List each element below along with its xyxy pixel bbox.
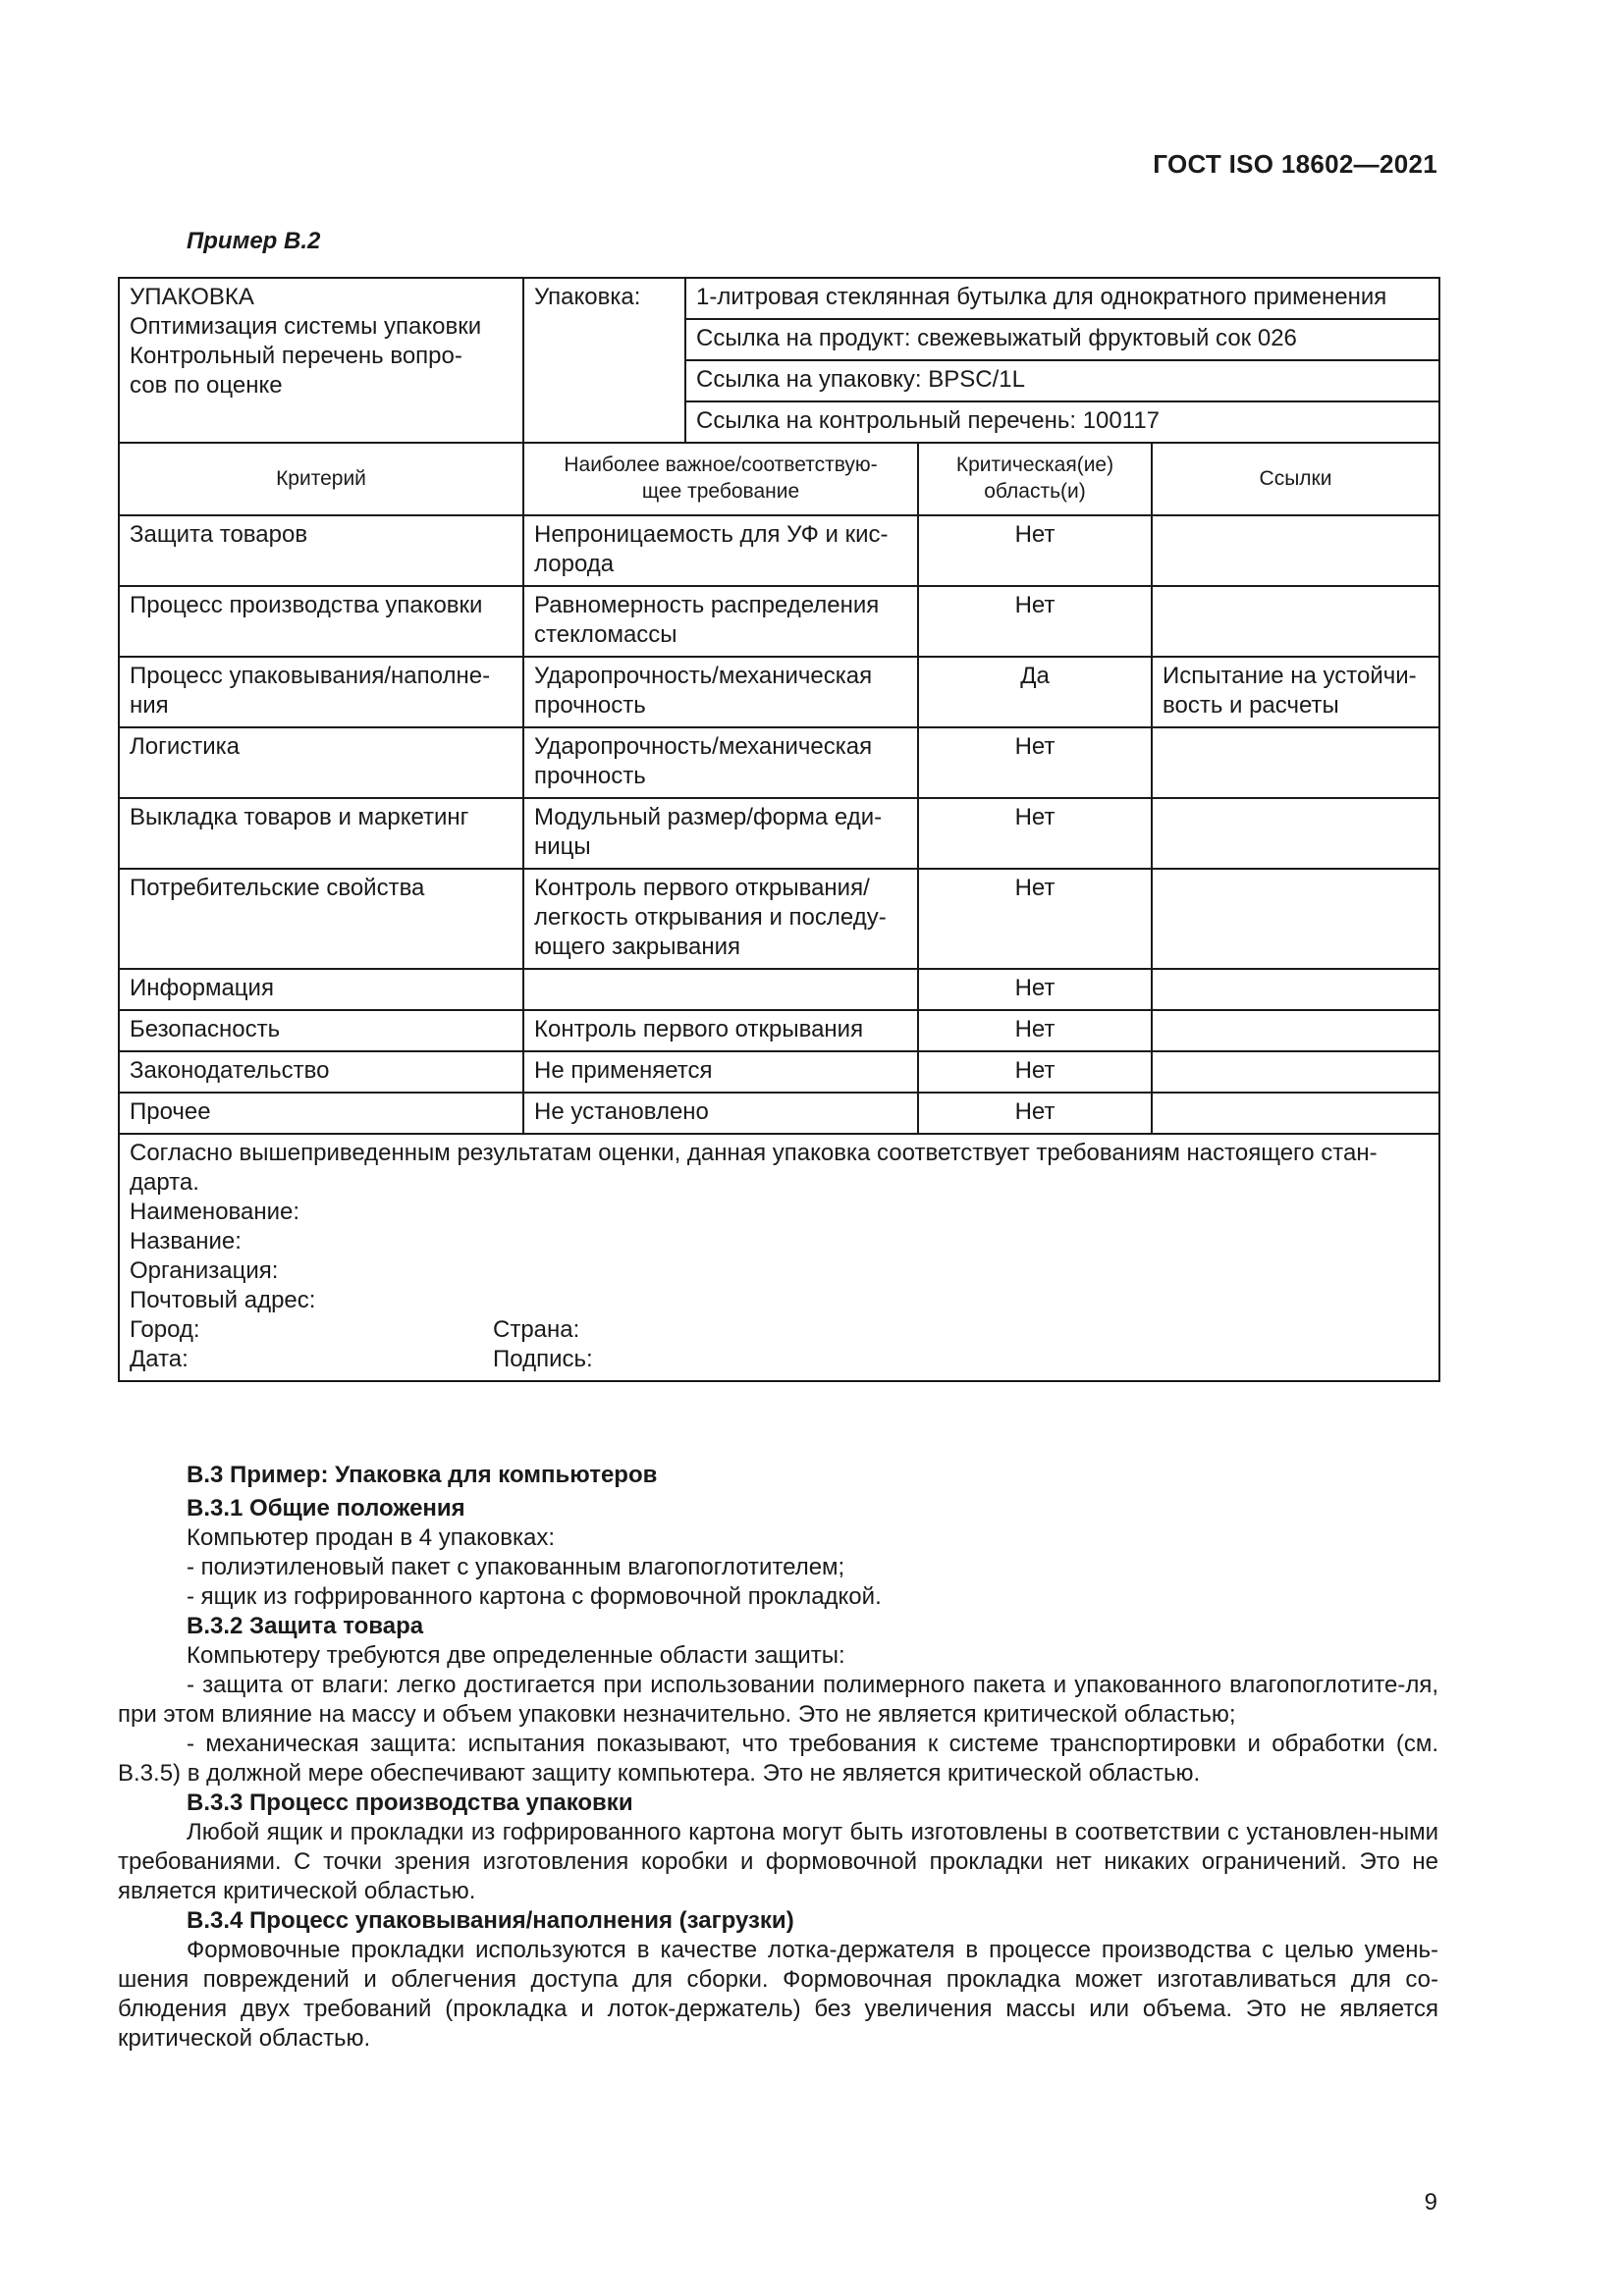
requirement-cell — [523, 969, 918, 1010]
packaging-title: УПАКОВКА — [130, 284, 254, 310]
table-row — [119, 1051, 1439, 1093]
section-heading-b3: В.3 Пример: Упаковка для компьютеров — [187, 1462, 658, 1488]
requirement-cell: Ударопрочность/механическая прочность — [523, 657, 918, 727]
column-header-references: Ссылки — [1152, 443, 1439, 515]
references-cell — [1152, 1093, 1439, 1134]
references-cell — [1152, 1010, 1439, 1051]
table-row — [119, 1093, 1439, 1134]
section-heading-b33: В.3.3 Процесс производства упаковки — [187, 1789, 633, 1816]
product-reference: Ссылка на продукт: свежевыжатый фруктовый сок 026 — [685, 319, 1439, 360]
example-title: Пример В.2 — [187, 228, 321, 254]
field-title: Название: — [130, 1228, 242, 1255]
requirement-cell: Модульный размер/форма еди-ницы — [523, 798, 918, 869]
critical-area-cell: Нет — [918, 869, 1152, 969]
table-row — [119, 798, 1439, 869]
paragraph: Формовочные прокладки используются в качестве лотка-держателя в процессе производства с целью умень-шения повреждений и облегчения доступа для сборки. Формовочная прокладка может изготавливаться для со-блюдения двух требований (прокладка и лоток-держатель) без увеличения массы или объема. Это не является критической областью. — [118, 1937, 1438, 2052]
assessment-checklist-table — [118, 277, 1440, 1382]
table-row — [119, 657, 1439, 727]
criterion-cell: Законодательство — [119, 1051, 523, 1093]
standard-code: ГОСТ ISO 18602—2021 — [1153, 149, 1437, 179]
paragraph: Компьютеру требуются две определенные области защиты: — [187, 1642, 845, 1669]
section-heading-b32: В.3.2 Защита товара — [187, 1613, 424, 1639]
table-row — [119, 869, 1439, 969]
critical-area-cell: Нет — [918, 515, 1152, 586]
requirement-cell: Не установлено — [523, 1093, 918, 1134]
critical-area-cell: Нет — [918, 1093, 1152, 1134]
references-cell — [1152, 727, 1439, 798]
summary-row — [119, 1134, 1439, 1381]
table-row — [119, 515, 1439, 586]
critical-area-cell: Нет — [918, 798, 1152, 869]
checklist-reference: Ссылка на контрольный перечень: 100117 — [685, 401, 1439, 443]
table-row — [119, 1010, 1439, 1051]
references-cell: Испытание на устойчи-вость и расчеты — [1152, 657, 1439, 727]
critical-area-cell: Нет — [918, 586, 1152, 657]
criterion-cell: Защита товаров — [119, 515, 523, 586]
table-row — [119, 278, 1439, 319]
references-cell — [1152, 586, 1439, 657]
requirement-cell: Контроль первого открывания — [523, 1010, 918, 1051]
section-heading-b31: В.3.1 Общие положения — [187, 1495, 465, 1522]
requirement-cell: Равномерность распределения стекломассы — [523, 586, 918, 657]
summary-statement: Согласно вышеприведенным результатам оценки, данная упаковка соответствует требованиям настоящего стан-дарта. — [130, 1140, 1378, 1196]
critical-area-cell: Да — [918, 657, 1152, 727]
packaging-description: 1-литровая стеклянная бутылка для однократного применения — [685, 278, 1439, 319]
field-name: Наименование: — [130, 1199, 300, 1225]
references-cell — [1152, 1051, 1439, 1093]
section-heading-b34: В.3.4 Процесс упаковывания/наполнения (загрузки) — [187, 1907, 794, 1934]
column-header-requirement: Наиболее важное/соответствую- щее требование — [523, 443, 918, 515]
field-date: Дата: — [130, 1346, 189, 1372]
references-cell — [1152, 798, 1439, 869]
field-country: Страна: — [493, 1316, 580, 1343]
table-row — [119, 586, 1439, 657]
criterion-cell: Логистика — [119, 727, 523, 798]
critical-area-cell: Нет — [918, 1010, 1152, 1051]
section-b3 — [118, 1461, 1438, 2054]
criterion-cell: Процесс упаковывания/наполне-ния — [119, 657, 523, 727]
list-item: - механическая защита: испытания показывают, что требования к системе транспортировки и обработки (см. В.3.5) в должной мере обеспечивают защиту компьютера. Это не является критической областью. — [118, 1731, 1438, 1787]
critical-area-cell: Нет — [918, 969, 1152, 1010]
list-item: - ящик из гофрированного картона с формовочной прокладкой. — [187, 1583, 882, 1610]
references-cell — [1152, 969, 1439, 1010]
criterion-cell: Информация — [119, 969, 523, 1010]
field-address: Почтовый адрес: — [130, 1287, 316, 1313]
requirement-cell: Не применяется — [523, 1051, 918, 1093]
critical-area-cell: Нет — [918, 727, 1152, 798]
requirement-cell: Ударопрочность/механическая прочность — [523, 727, 918, 798]
criterion-cell: Безопасность — [119, 1010, 523, 1051]
paragraph: Компьютер продан в 4 упаковках: — [187, 1524, 556, 1551]
paragraph: Любой ящик и прокладки из гофрированного картона могут быть изготовлены в соответствии с установлен-ными требованиями. С точки зрения изготовления коробки и формовочной прокладки нет никаких ограничений. Это не является критической областью. — [118, 1819, 1438, 1904]
table-row — [119, 727, 1439, 798]
list-item: - защита от влаги: легко достигается при использовании полимерного пакета и упакованного влагопоглотите-ля, при этом влияние на массу и объем упаковки незначительно. Это не является критической областью; — [118, 1672, 1438, 1728]
criterion-cell: Процесс производства упаковки — [119, 586, 523, 657]
criterion-cell: Потребительские свойства — [119, 869, 523, 969]
field-organization: Организация: — [130, 1257, 279, 1284]
packaging-subtitle: Оптимизация системы упаковки — [130, 313, 482, 340]
checklist-title-line-2: сов по оценке — [130, 372, 283, 399]
field-signature: Подпись: — [493, 1346, 593, 1372]
packaging-label: Упаковка: — [523, 278, 685, 443]
packaging-title-cell — [119, 278, 523, 443]
column-header-critical-area: Критическая(ие) область(и) — [918, 443, 1152, 515]
requirement-cell: Непроницаемость для УФ и кис-лорода — [523, 515, 918, 586]
checklist-title-line-1: Контрольный перечень вопро- — [130, 343, 462, 369]
summary-cell — [119, 1134, 1439, 1381]
list-item: - полиэтиленовый пакет с упакованным влагопоглотителем; — [187, 1554, 845, 1580]
requirement-cell: Контроль первого открывания/ легкость открывания и последу-ющего закрывания — [523, 869, 918, 969]
column-header-criterion: Критерий — [119, 443, 523, 515]
criterion-cell: Выкладка товаров и маркетинг — [119, 798, 523, 869]
criterion-cell: Прочее — [119, 1093, 523, 1134]
references-cell — [1152, 515, 1439, 586]
table-row — [119, 969, 1439, 1010]
page-number: 9 — [1424, 2189, 1437, 2216]
references-cell — [1152, 869, 1439, 969]
table-header-row — [119, 443, 1439, 515]
packaging-reference: Ссылка на упаковку: BPSC/1L — [685, 360, 1439, 401]
field-city: Город: — [130, 1316, 200, 1343]
critical-area-cell: Нет — [918, 1051, 1152, 1093]
